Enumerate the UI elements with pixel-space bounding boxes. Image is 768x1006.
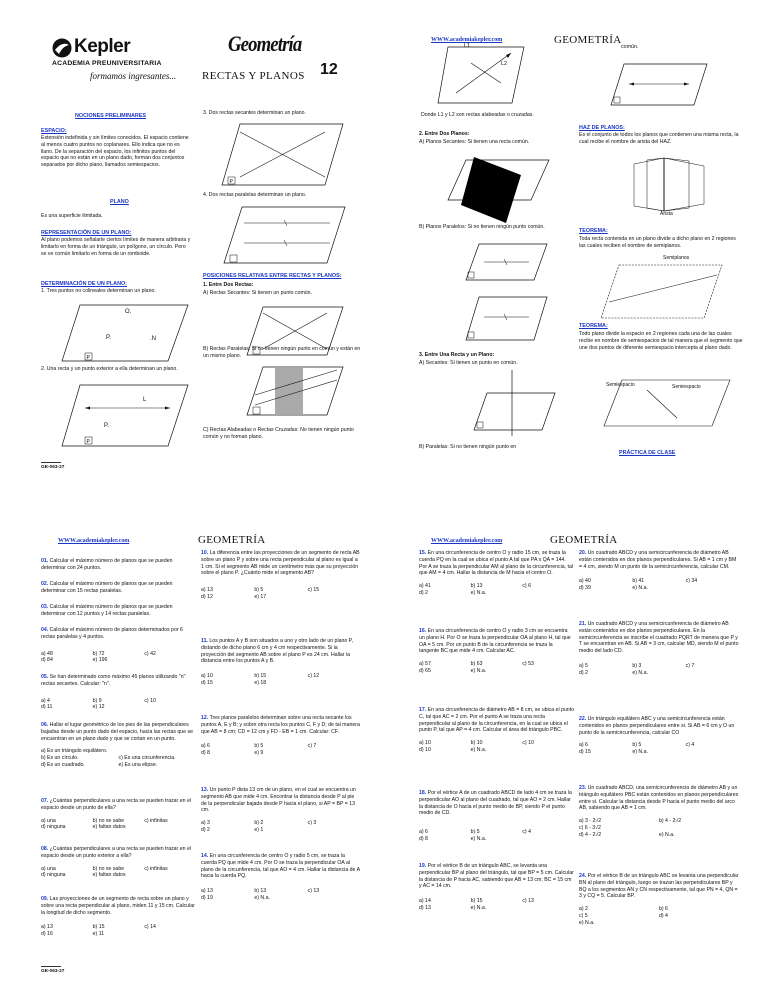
question-02: 02. Calcular el máximo número de planos que se pueden determinar con 15 rectas paralelas. bbox=[41, 581, 173, 594]
secant-planes-figure bbox=[446, 155, 551, 225]
label-n: .N bbox=[150, 336, 156, 342]
semiespacio-label-1: Semiespacio bbox=[606, 382, 635, 388]
site-url[interactable]: WWW.academiakepler.com bbox=[431, 37, 503, 43]
question-19: 19. Por el vértice B de un triángulo ABC, se levanta una perpendicular BP al plano del triángulo, tal que BP = 5 cm. Calcular la distancia de P hacia AC, sabiendo que AB = 13 cm; BC = 15 cm y AC = 14 cm. a) 14 b) 15 c) 13 d) 13 e) N.a. bbox=[419, 863, 574, 911]
practica-heading: PRÁCTICA DE CLASE bbox=[619, 450, 676, 456]
determinacion-item-4: 4. Dos rectas paralelas determinan un plano. bbox=[203, 192, 307, 198]
question-03: 03. Calcular el máximo número de planos que se pueden determinar con 12 puntos y 14 rectas paralelas. bbox=[41, 604, 173, 617]
recta-plano-paralelas: B) Paralelas: Si no tienen ningún punto en bbox=[419, 444, 517, 450]
posiciones-item-1: 1. Entre Dos Rectas: bbox=[203, 282, 254, 288]
semiplanes-figure bbox=[599, 260, 724, 320]
svg-text:P: P bbox=[86, 439, 90, 445]
footer-rule bbox=[41, 462, 61, 463]
header-title: GEOMETRÍA bbox=[198, 534, 266, 546]
teorema-1-text: Toda recta contenida en un plano divide a dicho plano en 2 regiones las cuales reciben el nombre de semiplanos. bbox=[579, 236, 736, 249]
brand-slogan: formamos ingresantes... bbox=[90, 71, 177, 81]
determinacion-item-1: 1. Tres puntos no colineales determinan un plano. bbox=[41, 288, 156, 294]
teorema-2-heading: TEOREMA: bbox=[579, 323, 608, 329]
topic-number: 12 bbox=[320, 61, 338, 78]
skew-lines-figure bbox=[436, 45, 526, 105]
determinacion-item-3: 3. Dos rectas secantes determinan un plano. bbox=[203, 110, 306, 116]
question-11: 11. Los puntos A y B son situados a uno y otro lado de un plano P, distando de dicho plano 6 cm y 4 cm respectivamente. Si la proyección del segmento AB sobre el plano P es 24 cm. Hallar la distancia entre los puntos A y B. a) 10 b) 15 c) 12 d) 15 e) 18 bbox=[201, 638, 353, 686]
plane-line-point-figure bbox=[60, 383, 190, 448]
determinacion-item-2: 2. Una recta y un punto exterior a ella determinan un plano. bbox=[41, 366, 178, 372]
semiespacio-label-2: Semiespacio bbox=[672, 384, 701, 390]
representacion-heading: REPRESENTACIÓN DE UN PLANO: bbox=[41, 230, 132, 236]
parallel-lines-figure-2 bbox=[245, 365, 345, 417]
question-18: 18. Por el vértice A de un cuadrado ABCD de lado 4 cm se traza la perpendicular AO al plano del cuadrado, tal que AO = 2 cm. Hallar la distancia de O hacia el punto medio de BP, siendo P el punto medio de CD. a) 6 b) 5 c) 4 d) 8 e) N.a. bbox=[419, 790, 572, 842]
question-10: 10. La diferencia entre las proyecciones de un segmento de recta AB sobre un plano P y sobre una recta perpendicular al plano es igual a 1 cm. Si el segmento AB mide un centímetro más que su proyección sobre el plano P. ¿Cuánto mide el segmento AB? a) 13 b) 5 c) 15 d) 12 e) 17 bbox=[201, 550, 360, 600]
line-plane-secant-figure bbox=[472, 368, 557, 438]
brand-subtitle: ACADEMIA PREUNIVERSITARIA bbox=[52, 60, 162, 67]
nociones-heading: NOCIONES PRELIMINARES bbox=[75, 113, 146, 119]
dos-planos-heading: 2. Entre Dos Planos: bbox=[419, 131, 470, 137]
question-06: 06. Hallar el lugar geométrico de los pies de las perpendiculares bajadas desde un punto dado del espacio, hacia las rectas que se encuentran en un plano dado y que se cortan en un punto. a) Es un triángulo equilátero. b) Es un círculo. c) Es una circunferencia. d) Es un cuadrado. e) Es una elipse. bbox=[41, 722, 193, 768]
question-15: 15. En una circunferencia de centro O y radio 15 cm, se traza la cuerda PQ en la cual se ubica el punto A tal que PA x QA = 144. Por A se traza la perpendicular AM al plano de la circunferencia, tal que AM = 4 cm. Hallar la distancia de M hacia el centro O. a) 41 b) 13 c) 6 d) 2 e) N.a. bbox=[419, 550, 573, 596]
label-l1: L1 bbox=[464, 43, 471, 49]
label-p2: P. bbox=[104, 423, 109, 429]
kepler-logo-icon bbox=[52, 38, 72, 58]
course-title: Geometría bbox=[228, 31, 302, 56]
secant-lines-figure bbox=[220, 122, 345, 187]
semiplanos-label: Semiplanos bbox=[663, 255, 690, 261]
header-title: GEOMETRÍA bbox=[550, 534, 618, 546]
label-o: O. bbox=[125, 309, 132, 315]
question-04: 04. Calcular el máximo número de planos determinados por 6 rectas paralelas y 4 puntos. a) 48 b) 72 c) 42 d) 84 e) 196 bbox=[41, 627, 183, 664]
question-23: 23. Un cuadrado ABCD, una semicircunferencia de diámetro AB y un triángulo equilátero PBC están contenidos en planos perpendiculares entre si. Calcular la distancia desde P hacia el punto medio del arco AB, sabiendo que AB = 1 cm. a) 3 - 2√2 b) 4 - 2√2 c) 6 - 3√2 d) 4 - 2√2 e) N.a. bbox=[579, 785, 739, 838]
representacion-text: Al plano podemos señalarle ciertos límites de manera arbitraria y limitarlo en forma de un triángulo, un polígono, un círculo. Pero se ve común limitarlo en forma de un romboide. bbox=[41, 237, 191, 257]
question-20: 20. Un cuadrado ABCD y una semicircunferencia de diámetro AB están contenidos en dos planos perpendiculares. Si AB = 1 cm y BM = 4 cm, siendo M un punto de la semicircunferencia, calcular CM. a) 40 b) 41 c) 34 d) 39 e) N.a. bbox=[579, 550, 737, 591]
site-url[interactable]: WWW.academiakepler.com bbox=[58, 538, 130, 544]
planos-secantes: A) Planos Secantes: Si tienen una recta común. bbox=[419, 139, 530, 145]
arista-label: Arista bbox=[660, 211, 673, 217]
posiciones-b: B) Rectas Paralelas: Si no tienen ningún punto en común y están en un mismo plano. bbox=[203, 346, 361, 359]
question-14: 14. En una circunferencia de centro O y radio 5 cm, se traza la cuerda PQ que mide 4 cm. Por O se traza la perpendicular OA al plano de la circunferencia, tal que AO = 4 cm. Hallar la distancia de A hacia la cuerda PQ. a) 13 b) 13 c) 13 d) 19 e) N.a. bbox=[201, 853, 360, 901]
page-code: GE-063-27 bbox=[41, 969, 65, 974]
teorema-2-text: Todo plano divide la espacio en 2 regiones cada una de las cuales recibe en nombre de semiespacios de tal manera que el segmento que une dos puntos de diferente semiespacio intercepta al plano dado. bbox=[579, 331, 743, 351]
plano-text: Es una superficie ilimitada. bbox=[41, 213, 103, 219]
question-13: 13. Un punto P dista 13 cm de un plano, en el cual se encuentra un segmento AB que mide 4 cm. Encontrar la distancia desde P al pie de la perpendicular bajada desde P hacia el plano, si AP = BP = 13 cm. a) 3 b) 2 c) 3 d) 2 e) 1 bbox=[201, 787, 356, 833]
svg-text:P: P bbox=[229, 179, 233, 185]
question-22: 22. Un triángulo equilátero ABC y una semicircunferencia están contenidos en planos perpendiculares entre si. Si AB = 6 cm y O un punto de la semicircunferencia, calcular CO a) 6 b) 5 c) 4 d) 15 e) N.a. bbox=[579, 716, 735, 755]
question-05: 05. Se han determinado como máximo 45 planos utilizando "n" rectas secantes. Calcular: "n". a) 4 b) 9 c) 10 d) 11 e) 12 bbox=[41, 674, 186, 711]
topic-title: RECTAS Y PLANOS bbox=[202, 70, 305, 82]
planes-bundle-figure bbox=[619, 156, 709, 216]
planos-paralelos: B) Planos Paralelos: Si no tienen ningún punto común. bbox=[419, 224, 545, 230]
label-p: P. bbox=[106, 335, 111, 341]
question-17: 17. En una circunferencia de diámetro AB = 8 cm, se ubica el punto C, tal que AC = 2 cm. Por el punto A se traza una recta perpendicular al plano de la circunferencia, en la cual se ubica el punto P, tal que AP = 4 cm. Calcular el área del triángulo PBC. a) 10 b) 10 c) 10 d) 10 e) N.a. bbox=[419, 707, 575, 753]
footer-rule bbox=[41, 966, 61, 967]
determinacion-heading: DETERMINACIÓN DE UN PLANO: bbox=[41, 281, 127, 287]
parallel-line-plane-figure bbox=[609, 62, 709, 107]
plano-heading: PLANO bbox=[110, 199, 129, 205]
label-l: L bbox=[143, 397, 147, 403]
question-08: 08. ¿Cuántas perpendiculares a una recta se pueden trazar en el espacio desde un punto exterior a ella? a) una b) no se sabe c) infinitas d) ninguna e) faltan datos bbox=[41, 846, 191, 879]
posiciones-c: C) Rectas Alabeadas o Rectas Cruzadas: No tienen ningún punto común y no forman plano. bbox=[203, 427, 354, 440]
label-l2: L2 bbox=[501, 61, 508, 67]
page-code: GE-063-27 bbox=[41, 465, 65, 470]
parallel-planes-figure bbox=[464, 242, 549, 342]
brand-name: Kepler bbox=[74, 36, 131, 57]
svg-text:P: P bbox=[86, 355, 90, 361]
comun-text: común. bbox=[621, 44, 639, 50]
page-top-right bbox=[384, 0, 768, 503]
teorema-1-heading: TEOREMA: bbox=[579, 228, 608, 234]
question-16: 16. En una circunferencia de centro O y radio 3 cm se encuentra un plano H. Por O se traza la perpendicular OA al plano H, tal que OA = 5 cm. Por un punto B de la circunferencia se traza la tangente BC que mide 4 cm. Calcular AC. a) 57 b) 63 c) 53 d) 65 e) N.a. bbox=[419, 628, 571, 674]
parallel-lines-figure bbox=[222, 205, 347, 265]
espacio-heading: ESPACIO: bbox=[41, 128, 67, 134]
question-24: 24. Por el vértice B de un triángulo ABC se levanta una perpendicular BN al plano del triángulo, luego se trazan las perpendiculares BP y BQ a los segmentos AN y CN respectivamente, tal que PN = 4, QN = 3 y CQ = 5. Calcular BP. a) 2 b) 6 c) 5 d) 4 e) N.a. bbox=[579, 873, 739, 926]
haz-heading: HAZ DE PLANOS: bbox=[579, 125, 625, 131]
espacio-text: Extensión indefinida y sin límites conocidos. El espacio contiene al menos cuatro puntos no coplanares. Ello indica que no es llano. De la separación del espacio, los infinitos puntos del espacio que no están en un plano dado, forman dos conjuntos separados por dicho plano, llamados semiespacios. bbox=[41, 135, 189, 168]
question-07: 07. ¿Cuántas perpendiculares a una recta se pueden trazar en el espacio desde un punto de ella? a) una b) no se sabe c) infinitas d) ninguna e) faltan datos bbox=[41, 798, 191, 831]
haz-text: Es el conjunto de todos los planos que contienen una misma recta, la cual recibe el nombre de arista del HAZ. bbox=[579, 132, 739, 145]
question-09: 09. Las proyecciones de un segmento de recta sobre un plano y sobre una recta perpendicular al plano, miden 11 y 15 cm. Calcular la longitud de dicho segmento. a) 13 b) 15 c) 14 d) 16 e) 11 bbox=[41, 896, 195, 937]
alabeadas-text: Donde L1 y L2 son rectas alabeadas o cruzadas. bbox=[421, 112, 534, 118]
header-title: GEOMETRÍA bbox=[554, 34, 622, 46]
recta-plano-secantes: A) Secantes: Si tienen un punto en común. bbox=[419, 360, 518, 366]
page-bottom-right bbox=[384, 503, 768, 1006]
posiciones-a: A) Rectas Secantes: Si tienen un punto común. bbox=[203, 290, 313, 296]
page-top-left bbox=[0, 0, 384, 503]
page-bottom-left bbox=[0, 503, 384, 1006]
site-url[interactable]: WWW.academiakepler.com bbox=[431, 538, 503, 544]
question-12: 12. Tres planos paralelos determinan sobre una recta secante los puntos A, E y B; y sobre otra recta los puntos C, F y D; de tal manera que AB = 8 cm; CD = 12 cm y FD - EB = 1 cm. Calcular: CF. a) 6 b) 5 c) 7 d) 8 e) 9 bbox=[201, 715, 360, 756]
recta-plano-heading: 3. Entre Una Recta y un Plano: bbox=[419, 352, 495, 358]
posiciones-heading: POSICIONES RELATIVAS ENTRE RECTAS Y PLANOS: bbox=[203, 273, 342, 279]
question-21: 21. Un cuadrado ABCD y una semicircunferencia de diámetro AB están contenidos en dos planos perpendiculares. En la semicircunferencia se inscribe el cuadrado PQRT de manera que P y T se encuentran en AB. Si AB = 3 cm, calcular MD, siendo M el punto medio del lado CD. a) 5 b) 3 c) 7 d) 2 e) N.a. bbox=[579, 621, 739, 676]
question-01: 01. Calcular el máximo número de planos que se pueden determinar con 24 puntos. bbox=[41, 558, 173, 571]
